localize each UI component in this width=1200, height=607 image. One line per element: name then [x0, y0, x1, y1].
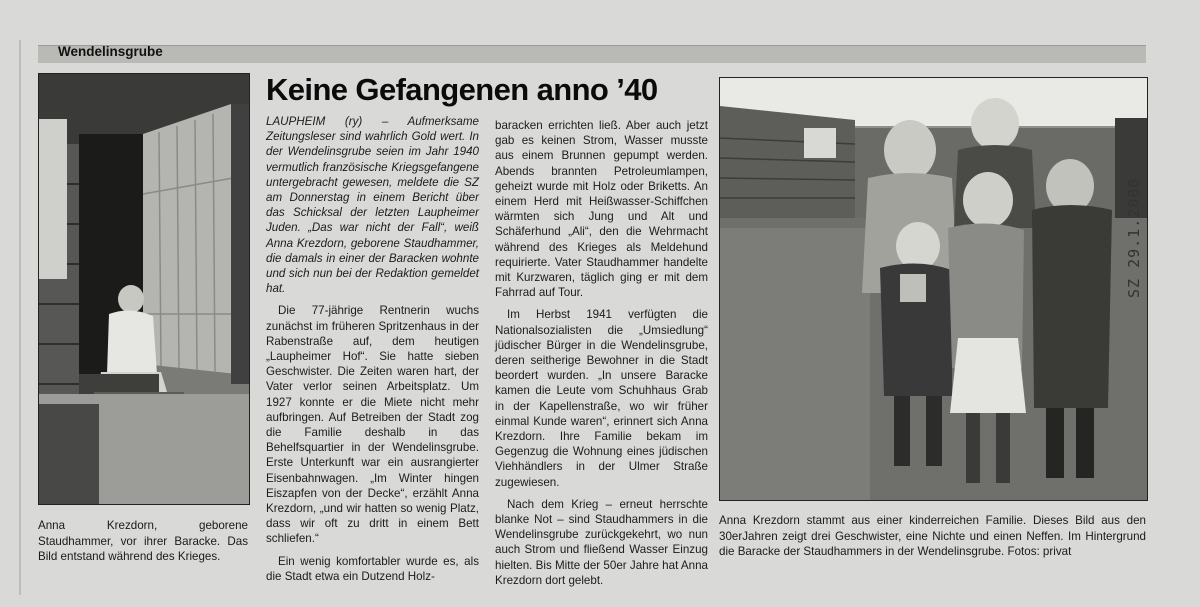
article-paragraph: Nach dem Krieg – erneut herrschte blanke Not – sind Staudhammers in die Wendelinsgrube zurückgekehrt, wo nun auch Strom und fließend Wasser Einzug hielten. Bis Mitte der 50er Jahre hat Anna Krezdorn dort gelebt. [495, 497, 708, 587]
photo-children-group [719, 77, 1148, 501]
article-paragraph: Ein wenig komfortabler wurde es, als die Stadt etwa ein Dutzend Holz- [266, 554, 479, 583]
photo-caption-right: Anna Krezdorn stammt aus einer kinderreichen Familie. Dieses Bild aus den 30erJahren zeigt drei Geschwister, eine Nichte und einen Neffen. Im Hintergrund die Baracke der Staudhammers in der Wendelinsgrube. Fotos: privat [719, 514, 1146, 558]
page-fold-line [19, 40, 21, 595]
photo-woman-at-barrack [38, 73, 250, 505]
section-bar [38, 45, 1146, 63]
article-paragraph: Die 77-jährige Rentnerin wuchs zunächst im früheren Spritzenhaus in der Rabenstraße auf, dem heutigen „Laupheimer Hof“. Sie hatte sieben Geschwister. Die Zeiten waren hart, der Vater verlor seinen Arbeitsplatz. Um 1927 konnte er die Miete nicht mehr aufbringen. Auf Betreiben der Stadt zog die Familie deshalb in das Behelfsquartier in der Wendelinsgrube. Erste Unterkunft war ein ausrangierter Eisenbahnwagen. „Im Winter hingen Eiszapfen von der Decke“, erzählt Anna Krezdorn, „und wir hatten so wenig Platz, dass wir oft zu dritt in einem Bett schliefen.“ [266, 304, 479, 546]
handwritten-date-stamp: SZ 29.1.2000 [1125, 177, 1143, 298]
article-lead-paragraph: LAUPHEIM (ry) – Aufmerksame Zeitungsleser sind wahrlich Gold wert. In der Wendelinsgrube seien im Jahr 1940 vermutlich französische Kriegsgefangene untergebracht gewesen, meldete die SZ am Donnerstag in einem Bericht über das Schicksal der letzten Laupheimer Juden. „Das war nicht der Fall“, weiß Anna Krezdorn, geborene Staudhammer, die damals in einer der Baracken wohnte und sich nun bei der Redaktion gemeldet hat. [266, 115, 479, 296]
article-paragraph: Im Herbst 1941 verfügten die Nationalsozialisten die „Umsiedlung“ jüdischer Bürger in die Wendelinsgrube, deren seitherige Bewohner in die Stadt beordert wurden. „In unsere Baracke kamen die Leute vom Schuhhaus Grab in der Kapellenstraße, wo wir früher einmal Kunde waren“, erinnert sich Anna Krezdorn. Ihre Familie bekam im Gegenzug die Wohnung eines jüdischen Viehhändlers in der Ulmer Straße zugewiesen. [495, 308, 708, 489]
section-label: Wendelinsgrube [58, 44, 163, 59]
headline: Keine Gefangenen anno ’40 [266, 72, 658, 107]
article-paragraph: baracken errichten ließ. Aber auch jetzt gab es keinen Strom, Wasser musste aus einem Brunnen gepumpt werden. Abends brannten Petroleumlampen, geheizt wurde mit Holz oder Briketts. An einem Herd mit Heißwasser-Schiffchen wärmten sich Jung und Alt und Schäferhund „Ali“, den die Wehrmacht während des Krieges als Meldehund requirierte. Vater Staudhammer handelte mit Kurzwaren, täglich ging er mit dem Fahrrad auf Tour. [495, 119, 708, 300]
photo-caption-left: Anna Krezdorn, geborene Staudhammer, vor ihrer Baracke. Das Bild entstand während des Krieges. [38, 519, 248, 563]
article-column-1 [266, 114, 479, 591]
article-column-2 [495, 118, 708, 595]
